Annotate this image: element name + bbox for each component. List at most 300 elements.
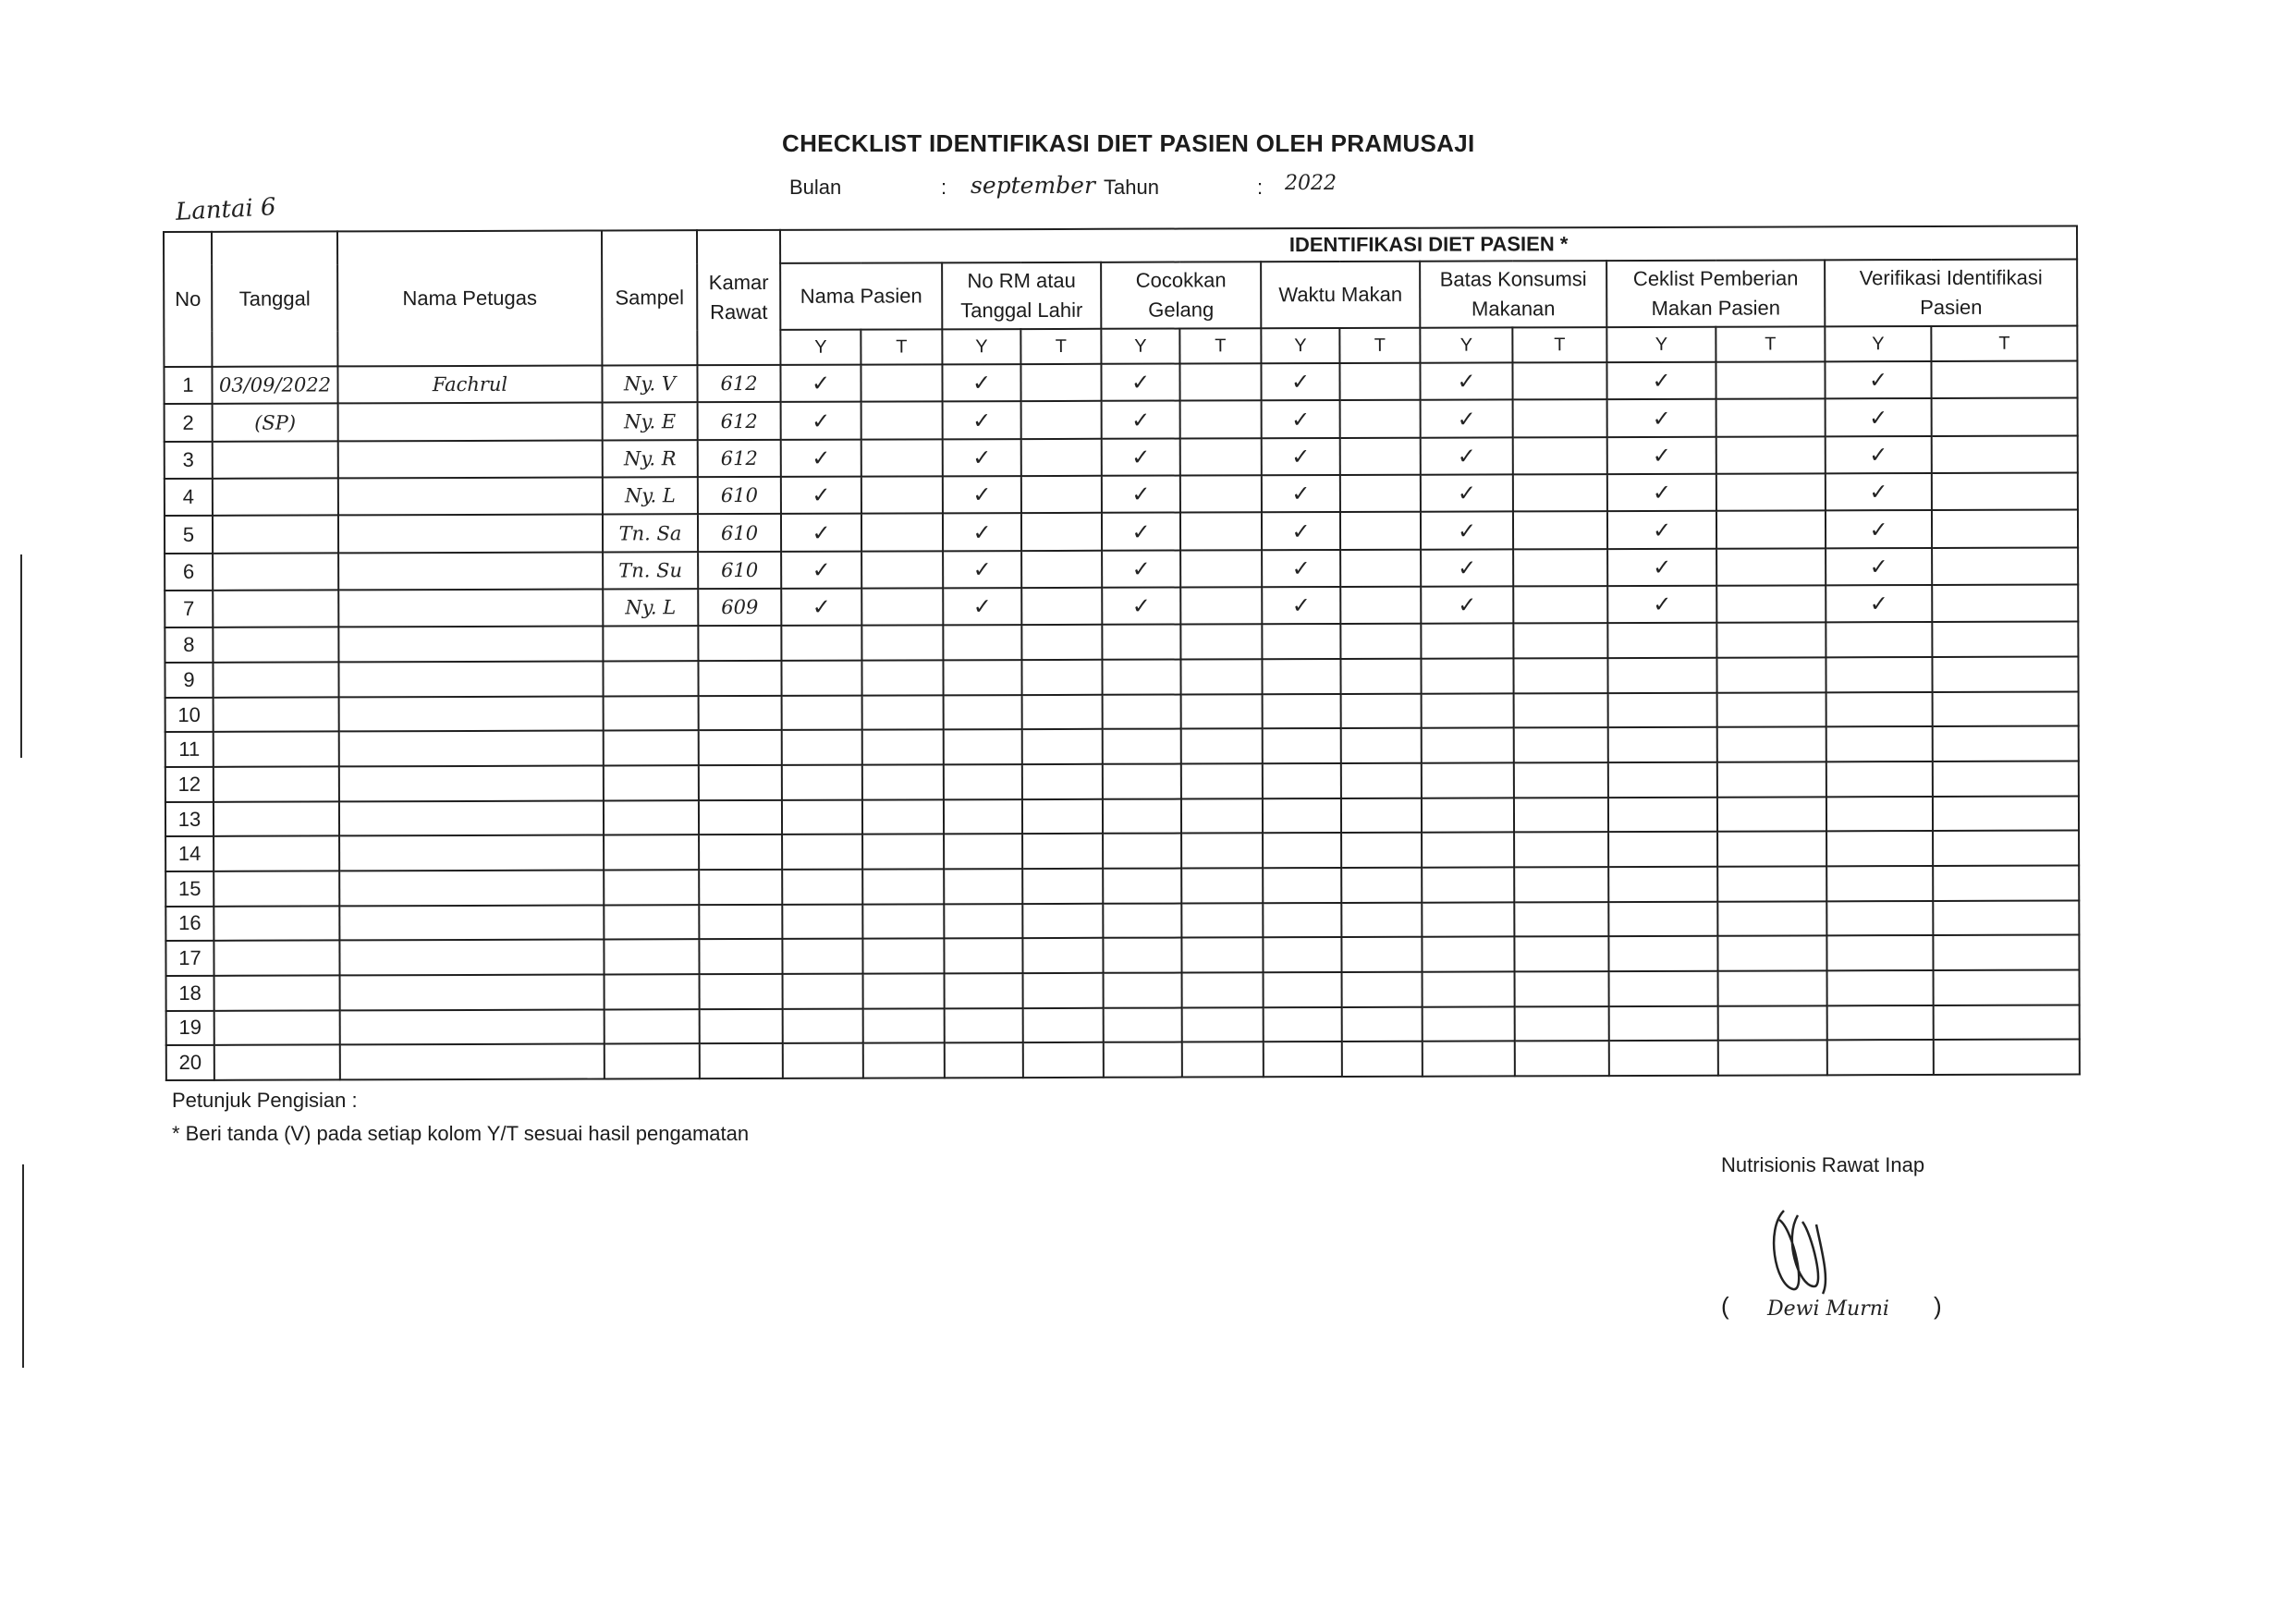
check-cell-y[interactable] xyxy=(1607,623,1716,658)
check-cell-y[interactable] xyxy=(1608,727,1717,762)
row-kamar[interactable] xyxy=(699,905,782,940)
check-cell-t[interactable] xyxy=(1340,624,1421,659)
check-cell-t[interactable] xyxy=(1021,513,1102,551)
check-cell-t[interactable] xyxy=(1182,1042,1264,1078)
check-cell-y[interactable] xyxy=(1102,588,1180,626)
row-tanggal[interactable] xyxy=(214,732,339,767)
check-cell-y[interactable] xyxy=(1264,972,1342,1007)
check-cell-t[interactable] xyxy=(1342,1042,1423,1077)
check-cell-y[interactable] xyxy=(943,660,1021,695)
check-cell-t[interactable] xyxy=(1716,473,1826,511)
check-cell-t[interactable] xyxy=(863,1008,945,1043)
check-cell-y[interactable] xyxy=(1826,585,1932,623)
check-cell-t[interactable] xyxy=(1717,866,1826,901)
row-tanggal[interactable] xyxy=(214,1010,340,1045)
row-no[interactable]: 5 xyxy=(165,516,213,554)
row-petugas[interactable] xyxy=(339,871,604,907)
row-no[interactable]: 3 xyxy=(165,442,213,480)
row-sampel[interactable] xyxy=(605,1043,700,1078)
check-cell-t[interactable] xyxy=(1932,622,2078,657)
check-cell-y[interactable] xyxy=(944,695,1022,730)
row-kamar[interactable] xyxy=(698,661,781,696)
check-cell-y[interactable] xyxy=(1421,437,1513,475)
check-cell-t[interactable] xyxy=(1021,625,1102,660)
check-cell-t[interactable] xyxy=(1716,399,1826,437)
check-cell-t[interactable] xyxy=(1179,363,1261,401)
row-kamar[interactable]: 610 xyxy=(698,477,781,515)
check-cell-y[interactable] xyxy=(781,626,861,661)
check-cell-y[interactable] xyxy=(1826,797,1933,832)
row-tanggal[interactable] xyxy=(213,590,338,627)
check-cell-t[interactable] xyxy=(1180,659,1262,694)
row-no[interactable]: 17 xyxy=(165,941,214,976)
row-petugas[interactable] xyxy=(340,974,605,1010)
check-cell-y[interactable] xyxy=(945,1042,1023,1078)
row-tanggal[interactable] xyxy=(214,871,339,906)
check-cell-y[interactable] xyxy=(1103,798,1181,834)
row-sampel[interactable] xyxy=(604,835,699,871)
check-cell-t[interactable] xyxy=(1513,549,1607,587)
check-cell-t[interactable] xyxy=(1716,657,1826,692)
check-cell-t[interactable] xyxy=(1933,796,2079,831)
check-cell-t[interactable] xyxy=(1717,936,1826,971)
check-cell-y[interactable] xyxy=(943,551,1021,589)
check-cell-t[interactable] xyxy=(1181,694,1263,729)
check-cell-y[interactable] xyxy=(1104,973,1182,1008)
check-cell-y[interactable] xyxy=(1264,1042,1342,1077)
check-cell-t[interactable] xyxy=(1022,869,1103,904)
check-cell-t[interactable] xyxy=(1341,937,1422,972)
check-cell-t[interactable] xyxy=(1717,901,1826,936)
check-cell-y[interactable] xyxy=(945,973,1023,1008)
check-cell-t[interactable] xyxy=(862,869,944,904)
check-cell-t[interactable] xyxy=(1931,360,2077,398)
check-cell-t[interactable] xyxy=(861,514,943,552)
check-cell-t[interactable] xyxy=(1021,660,1102,695)
check-cell-t[interactable] xyxy=(1180,475,1262,513)
row-tanggal[interactable] xyxy=(214,766,339,801)
check-cell-y[interactable] xyxy=(1607,436,1716,474)
row-kamar[interactable] xyxy=(699,870,782,905)
check-cell-y[interactable] xyxy=(1422,833,1514,868)
row-tanggal[interactable] xyxy=(214,941,339,976)
check-cell-y[interactable] xyxy=(1104,1042,1182,1078)
row-tanggal[interactable] xyxy=(214,836,339,871)
check-cell-y[interactable] xyxy=(1102,401,1180,439)
check-cell-y[interactable] xyxy=(943,513,1021,551)
check-cell-y[interactable] xyxy=(783,1043,863,1078)
check-cell-t[interactable] xyxy=(1716,548,1826,586)
check-cell-y[interactable] xyxy=(1826,622,1932,657)
check-cell-y[interactable] xyxy=(945,1008,1023,1043)
check-cell-t[interactable] xyxy=(1181,834,1263,869)
row-sampel[interactable] xyxy=(603,627,698,662)
check-cell-t[interactable] xyxy=(1022,695,1103,730)
check-cell-t[interactable] xyxy=(1020,364,1101,402)
check-cell-t[interactable] xyxy=(861,476,943,514)
check-cell-y[interactable] xyxy=(1826,866,1933,901)
row-sampel[interactable] xyxy=(604,800,699,835)
check-cell-y[interactable] xyxy=(1826,726,1933,761)
check-cell-t[interactable] xyxy=(861,588,943,626)
row-sampel[interactable] xyxy=(604,765,699,800)
row-petugas[interactable] xyxy=(339,835,604,871)
check-cell-t[interactable] xyxy=(1022,834,1103,869)
row-sampel[interactable] xyxy=(605,1009,700,1044)
row-petugas[interactable] xyxy=(338,440,603,478)
check-cell-y[interactable] xyxy=(1827,970,1934,1005)
check-cell-t[interactable] xyxy=(1512,362,1606,400)
row-tanggal[interactable] xyxy=(213,516,338,554)
check-cell-t[interactable] xyxy=(1933,691,2079,726)
check-cell-t[interactable] xyxy=(1933,831,2079,866)
row-sampel[interactable] xyxy=(604,870,699,905)
check-cell-t[interactable] xyxy=(1514,936,1608,971)
check-cell-y[interactable] xyxy=(783,1008,863,1043)
check-cell-y[interactable] xyxy=(780,365,861,403)
check-cell-t[interactable] xyxy=(1180,587,1262,625)
check-cell-y[interactable] xyxy=(1826,398,1932,436)
row-no[interactable]: 12 xyxy=(165,767,214,802)
check-cell-t[interactable] xyxy=(1717,797,1826,832)
check-cell-y[interactable] xyxy=(1103,938,1181,973)
row-tanggal[interactable]: (SP) xyxy=(213,404,338,442)
check-cell-y[interactable] xyxy=(1826,657,1932,692)
check-cell-y[interactable] xyxy=(1103,729,1181,764)
row-kamar[interactable]: 610 xyxy=(698,552,781,590)
check-cell-t[interactable] xyxy=(862,730,944,765)
row-no[interactable]: 19 xyxy=(166,1010,214,1045)
check-cell-t[interactable] xyxy=(1716,436,1826,474)
row-no[interactable]: 10 xyxy=(165,698,214,733)
check-cell-y[interactable] xyxy=(943,401,1021,439)
check-cell-y[interactable] xyxy=(944,729,1022,764)
check-cell-t[interactable] xyxy=(861,660,943,695)
check-cell-t[interactable] xyxy=(1934,1005,2080,1040)
check-cell-t[interactable] xyxy=(862,904,944,939)
check-cell-y[interactable] xyxy=(1262,438,1340,476)
check-cell-y[interactable] xyxy=(1421,474,1513,512)
check-cell-y[interactable] xyxy=(1103,903,1181,938)
check-cell-y[interactable] xyxy=(782,765,862,800)
row-kamar[interactable]: 612 xyxy=(698,402,781,440)
check-cell-y[interactable] xyxy=(1421,549,1513,587)
check-cell-y[interactable] xyxy=(943,439,1021,477)
check-cell-y[interactable] xyxy=(1826,761,1933,797)
check-cell-t[interactable] xyxy=(1514,693,1608,728)
check-cell-t[interactable] xyxy=(862,764,944,799)
row-sampel[interactable]: Ny. L xyxy=(603,589,698,627)
row-tanggal[interactable] xyxy=(213,441,338,479)
row-no[interactable]: 15 xyxy=(165,871,214,907)
check-cell-y[interactable] xyxy=(943,476,1021,514)
row-kamar[interactable] xyxy=(699,696,782,731)
row-tanggal[interactable] xyxy=(214,697,339,732)
check-cell-t[interactable] xyxy=(861,551,943,589)
row-no[interactable]: 2 xyxy=(165,404,213,442)
check-cell-y[interactable] xyxy=(1102,625,1180,660)
row-petugas[interactable] xyxy=(339,940,604,976)
check-cell-t[interactable] xyxy=(1933,761,2079,797)
check-cell-y[interactable] xyxy=(1608,936,1717,971)
check-cell-t[interactable] xyxy=(861,626,943,661)
check-cell-t[interactable] xyxy=(1022,938,1103,973)
row-no[interactable]: 9 xyxy=(165,663,213,698)
check-cell-t[interactable] xyxy=(1340,475,1421,513)
row-kamar[interactable] xyxy=(700,1043,783,1078)
check-cell-y[interactable] xyxy=(1262,400,1340,438)
check-cell-y[interactable] xyxy=(1422,762,1514,798)
check-cell-t[interactable] xyxy=(1342,972,1423,1007)
check-cell-y[interactable] xyxy=(782,939,862,974)
row-kamar[interactable] xyxy=(699,939,782,974)
row-sampel[interactable] xyxy=(604,939,699,974)
check-cell-t[interactable] xyxy=(1515,971,1609,1006)
check-cell-t[interactable] xyxy=(1717,727,1826,762)
check-cell-t[interactable] xyxy=(1181,868,1263,903)
check-cell-t[interactable] xyxy=(862,939,944,974)
check-cell-t[interactable] xyxy=(1181,798,1263,834)
check-cell-y[interactable] xyxy=(1102,660,1180,695)
row-petugas[interactable] xyxy=(338,590,603,627)
check-cell-t[interactable] xyxy=(1182,1007,1264,1042)
check-cell-t[interactable] xyxy=(1934,1040,2080,1075)
row-no[interactable]: 14 xyxy=(165,836,214,871)
check-cell-t[interactable] xyxy=(1514,867,1608,902)
check-cell-t[interactable] xyxy=(1181,763,1263,798)
check-cell-t[interactable] xyxy=(1717,692,1826,727)
check-cell-t[interactable] xyxy=(1341,693,1422,728)
check-cell-y[interactable] xyxy=(1422,693,1514,728)
row-kamar[interactable] xyxy=(699,730,782,765)
check-cell-t[interactable] xyxy=(1716,511,1826,549)
check-cell-t[interactable] xyxy=(861,439,943,477)
check-cell-t[interactable] xyxy=(1716,623,1826,658)
check-cell-y[interactable] xyxy=(1608,762,1717,798)
check-cell-y[interactable] xyxy=(1423,971,1515,1006)
check-cell-y[interactable] xyxy=(782,799,862,834)
check-cell-t[interactable] xyxy=(1933,726,2079,761)
check-cell-y[interactable] xyxy=(1422,798,1514,833)
row-petugas[interactable]: Fachrul xyxy=(337,366,602,404)
check-cell-t[interactable] xyxy=(1514,798,1608,833)
row-sampel[interactable]: Ny. R xyxy=(603,440,698,478)
check-cell-t[interactable] xyxy=(1934,969,2080,1005)
check-cell-t[interactable] xyxy=(862,695,944,730)
check-cell-t[interactable] xyxy=(1717,761,1826,797)
check-cell-y[interactable] xyxy=(1262,624,1340,659)
row-petugas[interactable] xyxy=(339,766,604,802)
check-cell-y[interactable] xyxy=(781,661,861,696)
check-cell-t[interactable] xyxy=(1932,657,2078,692)
check-cell-t[interactable] xyxy=(1513,658,1607,693)
row-kamar[interactable] xyxy=(699,834,782,870)
check-cell-y[interactable] xyxy=(782,695,862,730)
check-cell-t[interactable] xyxy=(1340,549,1421,587)
check-cell-y[interactable] xyxy=(1262,659,1340,694)
row-kamar[interactable] xyxy=(698,626,781,661)
check-cell-t[interactable] xyxy=(861,402,943,440)
check-cell-y[interactable] xyxy=(782,834,862,870)
row-petugas[interactable] xyxy=(339,905,604,941)
check-cell-t[interactable] xyxy=(1021,551,1102,589)
row-tanggal[interactable] xyxy=(214,1045,340,1080)
check-cell-y[interactable] xyxy=(1263,833,1341,868)
check-cell-t[interactable] xyxy=(1180,625,1262,660)
check-cell-t[interactable] xyxy=(1022,798,1103,834)
check-cell-y[interactable] xyxy=(1102,550,1180,588)
check-cell-y[interactable] xyxy=(944,764,1022,799)
check-cell-t[interactable] xyxy=(1181,903,1263,938)
check-cell-y[interactable] xyxy=(1609,971,1718,1006)
check-cell-t[interactable] xyxy=(1021,438,1102,476)
check-cell-t[interactable] xyxy=(1181,729,1263,764)
row-sampel[interactable] xyxy=(604,905,699,940)
check-cell-y[interactable] xyxy=(1263,937,1341,972)
check-cell-y[interactable] xyxy=(943,625,1021,660)
check-cell-y[interactable] xyxy=(944,799,1022,834)
check-cell-y[interactable] xyxy=(783,974,863,1009)
row-tanggal[interactable] xyxy=(214,801,339,836)
check-cell-t[interactable] xyxy=(1341,763,1422,798)
row-tanggal[interactable] xyxy=(214,975,340,1010)
row-petugas[interactable] xyxy=(339,800,604,836)
check-cell-t[interactable] xyxy=(1340,437,1421,475)
row-petugas[interactable] xyxy=(340,1044,605,1080)
check-cell-t[interactable] xyxy=(1182,972,1264,1007)
check-cell-t[interactable] xyxy=(1932,585,2078,623)
check-cell-t[interactable] xyxy=(1513,511,1607,549)
row-petugas[interactable] xyxy=(339,731,604,767)
check-cell-y[interactable] xyxy=(1102,438,1180,476)
check-cell-t[interactable] xyxy=(1513,399,1607,437)
row-sampel[interactable]: Ny. E xyxy=(603,403,698,441)
check-cell-t[interactable] xyxy=(1718,970,1827,1005)
row-kamar[interactable]: 610 xyxy=(698,514,781,552)
check-cell-y[interactable] xyxy=(1607,511,1716,549)
check-cell-t[interactable] xyxy=(1515,1006,1609,1042)
check-cell-y[interactable] xyxy=(1826,692,1933,727)
check-cell-y[interactable] xyxy=(1262,550,1340,588)
check-cell-y[interactable] xyxy=(1608,692,1717,727)
row-petugas[interactable] xyxy=(338,403,603,441)
check-cell-t[interactable] xyxy=(1716,361,1825,399)
check-cell-y[interactable] xyxy=(1262,587,1340,625)
check-cell-t[interactable] xyxy=(1180,513,1262,551)
check-cell-t[interactable] xyxy=(1933,935,2079,970)
check-cell-y[interactable] xyxy=(781,514,861,552)
check-cell-y[interactable] xyxy=(1607,658,1716,693)
check-cell-t[interactable] xyxy=(1513,437,1607,475)
row-kamar[interactable] xyxy=(700,974,783,1009)
check-cell-y[interactable] xyxy=(1608,832,1717,867)
check-cell-t[interactable] xyxy=(1932,473,2078,511)
check-cell-y[interactable] xyxy=(1263,903,1341,938)
row-sampel[interactable]: Ny. L xyxy=(603,477,698,515)
check-cell-t[interactable] xyxy=(1340,659,1421,694)
check-cell-t[interactable] xyxy=(863,1043,945,1078)
check-cell-y[interactable] xyxy=(944,904,1022,939)
check-cell-y[interactable] xyxy=(1422,867,1514,902)
check-cell-y[interactable] xyxy=(944,869,1022,904)
check-cell-y[interactable] xyxy=(1423,1006,1515,1042)
check-cell-y[interactable] xyxy=(1826,510,1932,548)
row-sampel[interactable] xyxy=(603,661,698,696)
check-cell-t[interactable] xyxy=(1716,585,1826,623)
row-no[interactable]: 11 xyxy=(165,732,214,767)
check-cell-t[interactable] xyxy=(1340,587,1421,625)
check-cell-t[interactable] xyxy=(1339,363,1420,401)
check-cell-t[interactable] xyxy=(1513,623,1607,658)
check-cell-t[interactable] xyxy=(1718,1005,1827,1041)
check-cell-y[interactable] xyxy=(1607,548,1716,586)
check-cell-y[interactable] xyxy=(781,551,861,589)
check-cell-t[interactable] xyxy=(1514,832,1608,867)
row-no[interactable]: 1 xyxy=(164,367,212,405)
check-cell-y[interactable] xyxy=(1827,1005,1934,1041)
check-cell-t[interactable] xyxy=(1932,547,2078,585)
row-no[interactable]: 4 xyxy=(165,479,213,517)
check-cell-y[interactable] xyxy=(782,904,862,939)
row-no[interactable]: 7 xyxy=(165,591,213,628)
row-tanggal[interactable]: 03/09/2022 xyxy=(212,366,337,404)
check-cell-y[interactable] xyxy=(943,588,1021,626)
row-no[interactable]: 18 xyxy=(166,976,214,1011)
row-petugas[interactable] xyxy=(340,1009,605,1045)
check-cell-y[interactable] xyxy=(1825,361,1931,399)
check-cell-t[interactable] xyxy=(1514,762,1608,798)
row-no[interactable]: 16 xyxy=(165,906,214,941)
check-cell-t[interactable] xyxy=(1932,435,2078,473)
check-cell-y[interactable] xyxy=(1101,364,1179,402)
row-no[interactable]: 8 xyxy=(165,627,213,663)
check-cell-y[interactable] xyxy=(1103,869,1181,904)
check-cell-y[interactable] xyxy=(781,402,861,440)
check-cell-y[interactable] xyxy=(1261,363,1339,401)
check-cell-y[interactable] xyxy=(1422,937,1514,972)
row-sampel[interactable] xyxy=(604,696,699,731)
check-cell-y[interactable] xyxy=(1421,512,1513,550)
check-cell-t[interactable] xyxy=(862,834,944,870)
row-no[interactable]: 13 xyxy=(165,802,214,837)
row-tanggal[interactable] xyxy=(213,478,338,516)
row-petugas[interactable] xyxy=(338,478,603,516)
check-cell-y[interactable] xyxy=(1102,476,1180,514)
check-cell-y[interactable] xyxy=(1104,1007,1182,1042)
check-cell-y[interactable] xyxy=(1422,902,1514,937)
row-petugas[interactable] xyxy=(339,696,604,732)
check-cell-y[interactable] xyxy=(781,589,861,627)
row-sampel[interactable] xyxy=(605,974,700,1009)
row-kamar[interactable]: 612 xyxy=(698,440,781,478)
check-cell-y[interactable] xyxy=(1102,513,1180,551)
check-cell-y[interactable] xyxy=(1826,901,1933,936)
check-cell-y[interactable] xyxy=(1607,399,1716,437)
check-cell-y[interactable] xyxy=(1264,1007,1342,1042)
check-cell-t[interactable] xyxy=(1180,438,1262,476)
check-cell-y[interactable] xyxy=(1263,728,1341,763)
check-cell-t[interactable] xyxy=(1718,1041,1827,1076)
check-cell-t[interactable] xyxy=(1021,401,1102,439)
check-cell-y[interactable] xyxy=(1262,512,1340,550)
check-cell-y[interactable] xyxy=(1421,658,1513,693)
check-cell-t[interactable] xyxy=(1021,588,1102,626)
check-cell-y[interactable] xyxy=(1608,901,1717,936)
check-cell-y[interactable] xyxy=(1423,1042,1515,1077)
check-cell-t[interactable] xyxy=(1513,474,1607,512)
check-cell-y[interactable] xyxy=(1422,728,1514,763)
row-kamar[interactable]: 609 xyxy=(698,589,781,627)
